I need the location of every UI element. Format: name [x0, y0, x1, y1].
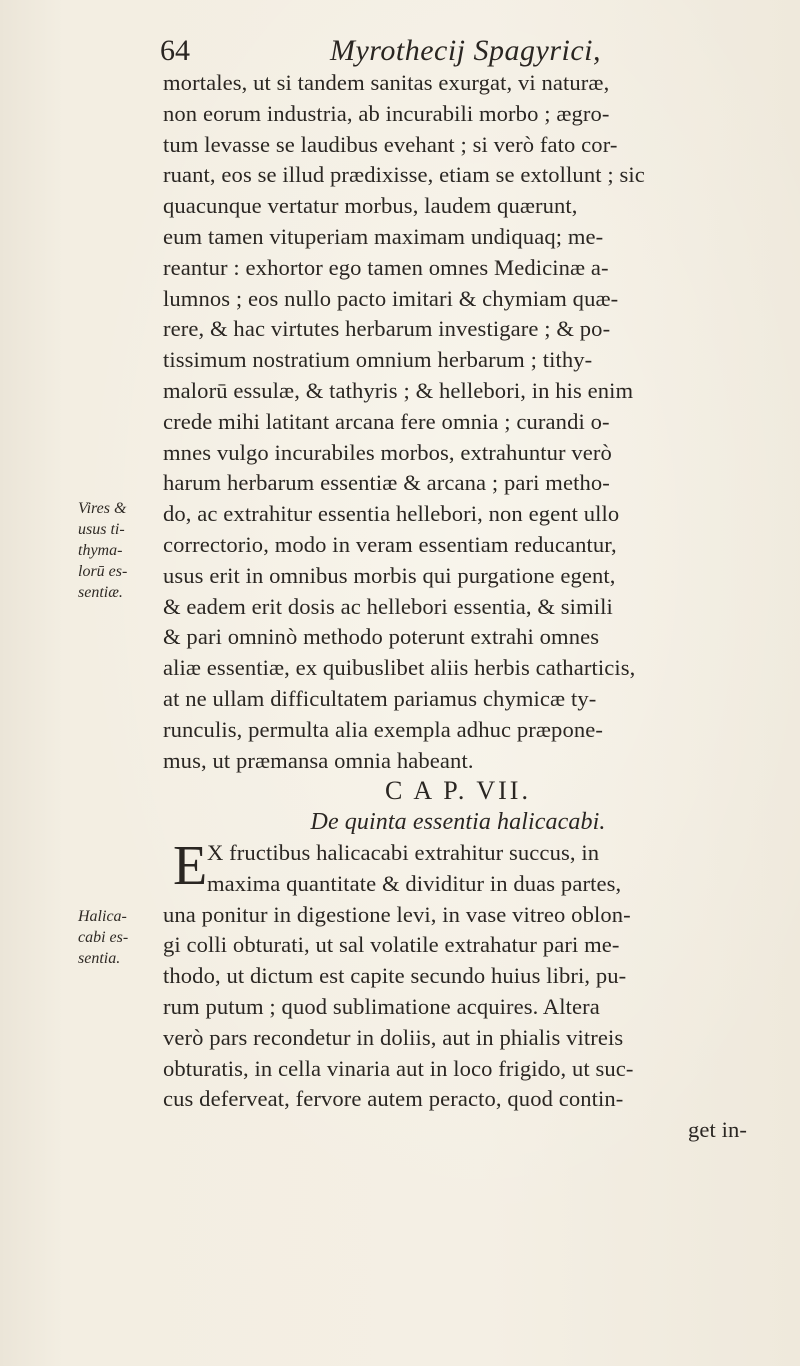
margin-note-line: sentia. — [78, 950, 121, 967]
margin-note-line: sentiæ. — [78, 584, 123, 601]
text-line: quacunque vertatur morbus, laudem quærunt, — [163, 193, 578, 219]
text-line: cus deferveat, fervore autem peracto, quod contin- — [163, 1086, 624, 1112]
text-line: non eorum industria, ab incurabili morbo ; ægro- — [163, 100, 610, 126]
text-line: rere, & hac virtutes herbarum investigare ; & po- — [163, 316, 611, 342]
running-title: Myrothecij Spagyrici, — [330, 34, 601, 67]
chapter-title: De quinta essentia halicacabi. — [310, 809, 606, 836]
text-line: verò pars recondetur in doliis, aut in phialis vitreis — [163, 1024, 624, 1050]
text-line: obturatis, in cella vinaria aut in loco frigido, ut suc- — [163, 1055, 634, 1081]
text-line: X fructibus halicacabi extrahitur succus, in — [207, 839, 600, 865]
margin-note-line: lorū es- — [78, 563, 128, 580]
text-line: aliæ essentiæ, ex quibuslibet aliis herbis catharticis, — [163, 655, 636, 681]
text-line: thodo, ut dictum est capite secundo huius libri, pu- — [163, 963, 627, 989]
text-line: maxima quantitate & dividitur in duas partes, — [207, 870, 622, 896]
text-line: crede mihi latitant arcana fere omnia ; curandi o- — [163, 408, 610, 434]
text-line: mus, ut præmansa omnia habeant. — [163, 747, 474, 773]
chapter-caption: C A P. VII. — [385, 776, 531, 806]
text-line: mnes vulgo incurabiles morbos, extrahuntur verò — [163, 439, 612, 465]
text-line: malorū essulæ, & tathyris ; & hellebori, in his enim — [163, 377, 634, 403]
text-line: & eadem erit dosis ac hellebori essentia, & simili — [163, 593, 613, 619]
margin-note-line: Halica- — [78, 908, 127, 925]
margin-note-tithymali — [78, 498, 127, 603]
chapter-paragraph — [163, 834, 783, 1146]
text-line: mortales, ut si tandem sanitas exurgat, vi naturæ, — [163, 70, 610, 95]
text-line: ruant, eos se illud prædixisse, etiam se extollunt ; sic — [163, 162, 645, 188]
drop-cap: E — [173, 834, 208, 897]
text-line: lumnos ; eos nullo pacto imitari & chymiam quæ- — [163, 285, 619, 311]
margin-note-line: thyma- — [78, 542, 123, 559]
catchword: get in- — [687, 1117, 747, 1143]
text-body — [163, 68, 783, 1146]
page-number: 64 — [160, 34, 190, 67]
text-line: do, ac extrahitur essentia hellebori, non egent ullo — [163, 501, 620, 527]
text-line: una ponitur in digestione levi, in vase vitreo oblon- — [163, 901, 631, 927]
margin-note-halicacabi — [78, 906, 128, 969]
text-line: tum levasse se laudibus evehant ; si verò fato cor- — [163, 131, 618, 157]
margin-note-line: usus ti- — [78, 521, 125, 538]
text-line: & pari omninò methodo poterunt extrahi omnes — [163, 624, 600, 650]
text-line: gi colli obturati, ut sal volatile extrahatur pari me- — [163, 932, 620, 958]
text-line: reantur : exhortor ego tamen omnes Medicinæ a- — [163, 254, 609, 280]
text-line: at ne ullam difficultatem pariamus chymicæ ty- — [163, 685, 597, 711]
text-line: correctorio, modo in veram essentiam reducantur, — [163, 531, 617, 557]
text-line: harum herbarum essentiæ & arcana ; pari metho- — [163, 470, 610, 496]
margin-note-line: cabi es- — [78, 929, 129, 946]
text-line: tissimum nostratium omnium herbarum ; tithy- — [163, 347, 593, 373]
text-line: eum tamen vituperiam maximam undiquaq; me- — [163, 223, 604, 249]
margin-note-line: Vires & — [78, 500, 127, 517]
text-line: runculis, permulta alia exempla adhuc præpone- — [163, 716, 604, 742]
text-line: rum putum ; quod sublimatione acquires. Altera — [163, 993, 600, 1019]
text-line: usus erit in omnibus morbis qui purgatione egent, — [163, 562, 616, 588]
